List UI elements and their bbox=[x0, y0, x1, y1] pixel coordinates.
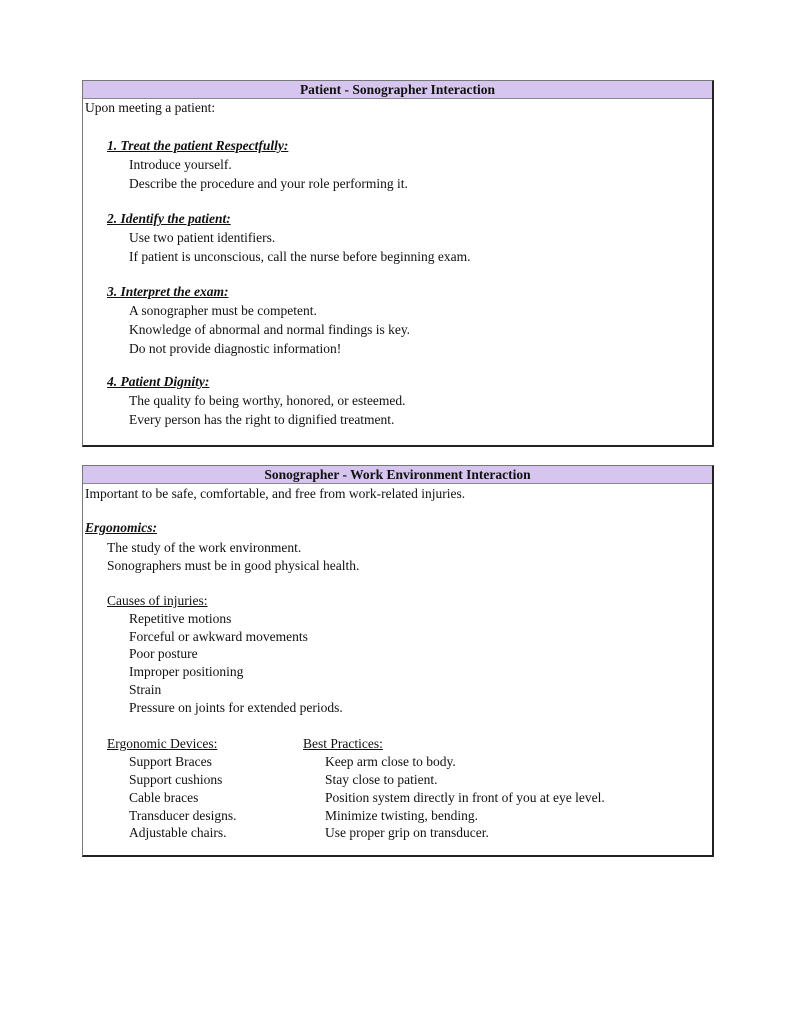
item-heading: 3. Interpret the exam: bbox=[107, 284, 229, 299]
practices-heading: Best Practices: bbox=[303, 736, 383, 751]
item-line: Do not provide diagnostic information! bbox=[129, 341, 342, 356]
cause-item: Forceful or awkward movements bbox=[129, 629, 308, 644]
section-title: Patient - Sonographer Interaction bbox=[83, 81, 712, 99]
practice-item: Position system directly in front of you at eye level. bbox=[325, 790, 605, 805]
practice-item: Keep arm close to body. bbox=[325, 754, 456, 769]
practice-item: Minimize twisting, bending. bbox=[325, 808, 478, 823]
cause-item: Pressure on joints for extended periods. bbox=[129, 700, 343, 715]
item-line: If patient is unconscious, call the nurse before beginning exam. bbox=[129, 249, 471, 264]
device-item: Adjustable chairs. bbox=[129, 825, 227, 840]
device-item: Support Braces bbox=[129, 754, 212, 769]
item-heading: 1. Treat the patient Respectfully: bbox=[107, 138, 289, 153]
item-line: Introduce yourself. bbox=[129, 157, 232, 172]
section-title: Sonographer - Work Environment Interaction bbox=[83, 466, 712, 484]
item-line: A sonographer must be competent. bbox=[129, 303, 317, 318]
devices-heading: Ergonomic Devices: bbox=[107, 736, 218, 751]
intro-text: Important to be safe, comfortable, and free from work-related injuries. bbox=[85, 486, 466, 501]
cause-item: Improper positioning bbox=[129, 664, 244, 679]
item-heading: 4. Patient Dignity: bbox=[107, 374, 210, 389]
practice-item: Stay close to patient. bbox=[325, 772, 438, 787]
item-line: Describe the procedure and your role performing it. bbox=[129, 176, 408, 191]
ergonomics-heading: Ergonomics: bbox=[85, 520, 158, 535]
causes-heading: Causes of injuries: bbox=[107, 593, 208, 608]
device-item: Support cushions bbox=[129, 772, 223, 787]
sonographer-work-environment-section bbox=[82, 465, 714, 857]
cause-item: Strain bbox=[129, 682, 162, 697]
item-line: The quality fo being worthy, honored, or esteemed. bbox=[129, 393, 406, 408]
patient-sonographer-interaction-section bbox=[82, 80, 714, 447]
item-heading: 2. Identify the patient: bbox=[107, 211, 231, 226]
intro-text: Upon meeting a patient: bbox=[85, 100, 216, 115]
item-line: Every person has the right to dignified treatment. bbox=[129, 412, 395, 427]
item-line: Use two patient identifiers. bbox=[129, 230, 276, 245]
ergonomics-line: The study of the work environment. bbox=[107, 540, 302, 555]
cause-item: Poor posture bbox=[129, 646, 198, 661]
device-item: Cable braces bbox=[129, 790, 199, 805]
cause-item: Repetitive motions bbox=[129, 611, 232, 626]
practice-item: Use proper grip on transducer. bbox=[325, 825, 489, 840]
device-item: Transducer designs. bbox=[129, 808, 237, 823]
item-line: Knowledge of abnormal and normal findings is key. bbox=[129, 322, 411, 337]
ergonomics-line: Sonographers must be in good physical health. bbox=[107, 558, 360, 573]
